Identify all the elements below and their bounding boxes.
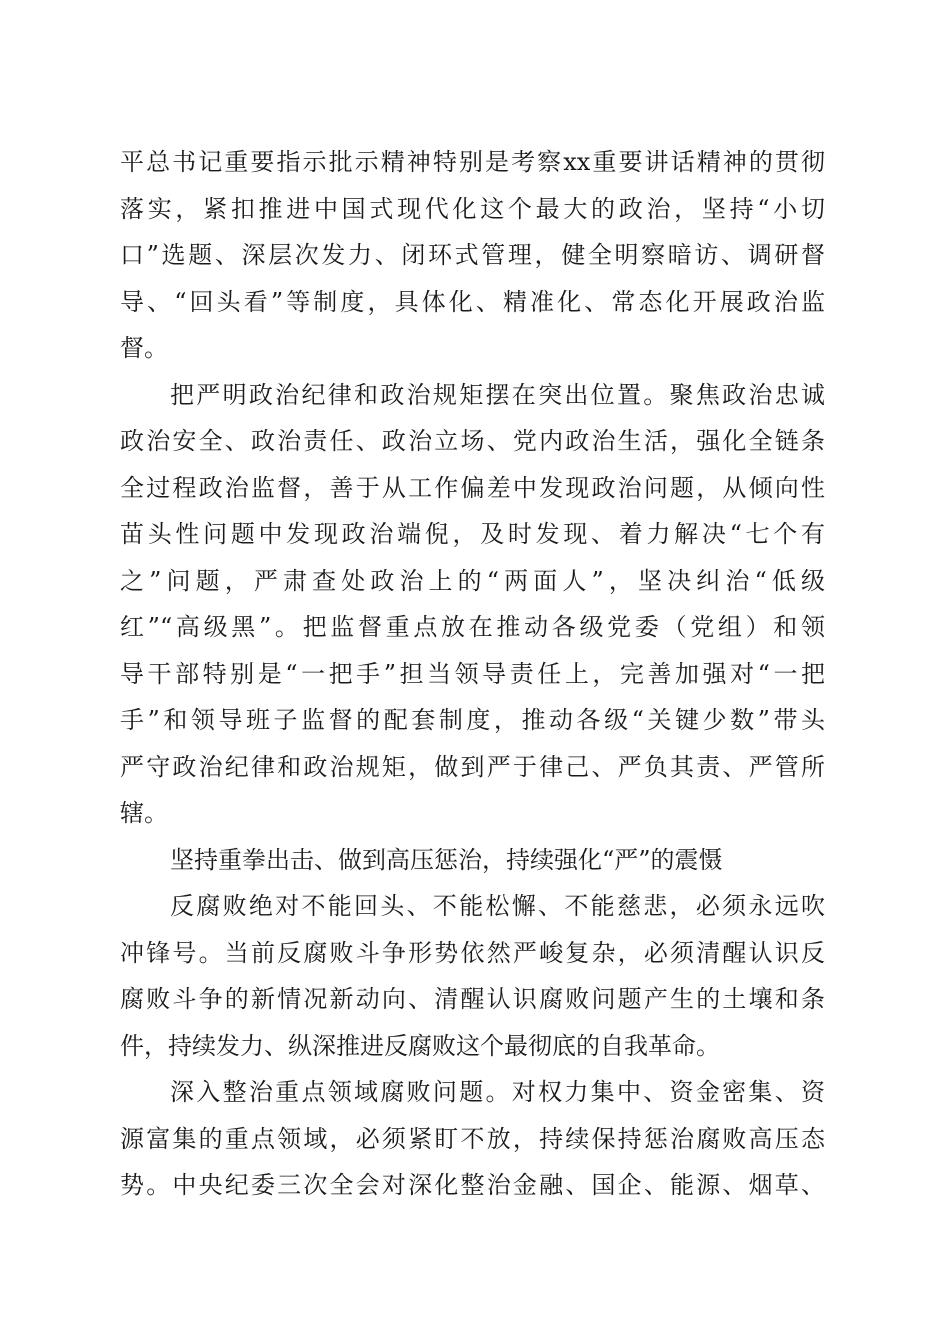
text-line: 红”“高级黑”。把监督重点放在推动各级党委（党组）和领: [120, 613, 825, 641]
text-line: 落实，紧扣推进中国式现代化这个最大的政治，坚持“小切: [120, 194, 825, 223]
document-body: [120, 139, 825, 1209]
text-line: 件，持续发力、纵深推进反腐败这个最彻底的自我革命。: [120, 1031, 720, 1060]
text-line: 源富集的重点领域，必须紧盯不放，持续保持惩治腐败高压态: [120, 1124, 825, 1153]
text-line: 口”选题、深层次发力、闭环式管理，健全明察暗访、调研督: [120, 241, 825, 269]
text-line: 平总书记重要指示批示精神特别是考察xx重要讲话精神的贯彻: [120, 148, 825, 176]
text-line: 坚持重拳出击、做到高压惩治，持续强化“严”的震慑: [170, 845, 723, 874]
text-line: 之”问题，严肃查处政治上的“两面人”，坚决纠治“低级: [120, 566, 825, 595]
text-line: 导、“回头看”等制度，具体化、精准化、常态化开展政治监: [120, 287, 825, 316]
text-line: 腐败斗争的新情况新动向、清醒认识腐败问题产生的土壤和条: [120, 985, 825, 1013]
text-line: 深入整治重点领域腐败问题。对权力集中、资金密集、资: [170, 1078, 825, 1106]
text-line: 势。中央纪委三次全会对深化整治金融、国企、能源、烟草、: [120, 1171, 825, 1199]
text-line: 导干部特别是“一把手”担当领导责任上，完善加强对“一把: [120, 659, 825, 688]
text-line: 辖。: [120, 799, 168, 827]
text-line: 苗头性问题中发现政治端倪，及时发现、着力解决“七个有: [120, 520, 825, 548]
text-line: 反腐败绝对不能回头、不能松懈、不能慈悲，必须永远吹: [170, 892, 825, 920]
text-line: 全过程政治监督，善于从工作偏差中发现政治问题，从倾向性: [120, 473, 825, 502]
text-line: 督。: [120, 334, 168, 362]
text-line: 政治安全、政治责任、政治立场、党内政治生活，强化全链条: [120, 427, 825, 455]
text-line: 手”和领导班子监督的配套制度，推动各级“关键少数”带头: [120, 706, 825, 734]
text-line: 严守政治纪律和政治规矩，做到严于律己、严负其责、严管所: [120, 752, 825, 781]
text-line: 把严明政治纪律和政治规矩摆在突出位置。聚焦政治忠诚: [170, 380, 825, 409]
text-line: 冲锋号。当前反腐败斗争形势依然严峻复杂，必须清醒认识反: [120, 938, 825, 967]
